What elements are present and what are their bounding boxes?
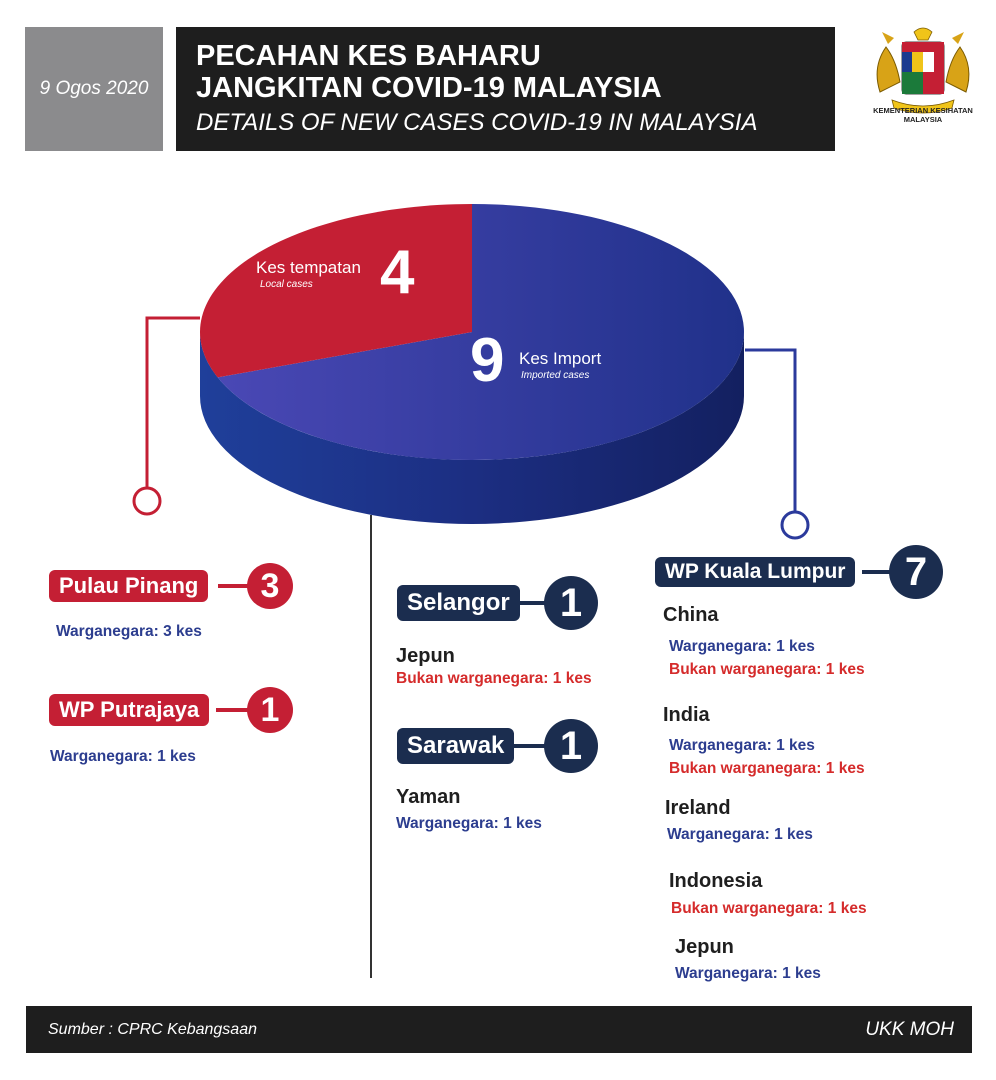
region-count: 7 xyxy=(889,545,943,599)
subtitle: DETAILS OF NEW CASES COVID-19 IN MALAYSIA xyxy=(196,109,758,136)
local-sublabel: Local cases xyxy=(260,279,313,290)
region-pill-wp-kuala-lumpur xyxy=(655,557,855,587)
detail-bukan-warganegara: Bukan warganegara: 1 kes xyxy=(396,670,592,687)
date-text: 9 Ogos 2020 xyxy=(39,78,149,99)
country-name: Yaman xyxy=(396,786,461,808)
region-pill-wp-putrajaya xyxy=(49,694,209,726)
logo-caption: KEMENTERIAN KESIHATAN MALAYSIA xyxy=(873,106,973,124)
detail-warganegara: Warganegara: 1 kes xyxy=(669,638,815,655)
region-pill-pulau-pinang xyxy=(49,570,208,602)
detail-warganegara: Warganegara: 1 kes xyxy=(667,826,813,843)
region-pill-selangor xyxy=(397,585,520,621)
country-name: Jepun xyxy=(396,645,455,667)
region-count: 3 xyxy=(247,563,293,609)
detail-warganegara: Warganegara: 1 kes xyxy=(669,737,815,754)
region-name: WP Kuala Lumpur xyxy=(665,560,846,583)
country-name: Indonesia xyxy=(669,870,763,892)
connector xyxy=(218,584,250,588)
region-name: Pulau Pinang xyxy=(59,573,199,598)
import-label: Kes Import xyxy=(519,349,602,368)
country-name: China xyxy=(663,604,719,626)
title-line-2: JANGKITAN COVID-19 MALAYSIA xyxy=(196,72,662,104)
local-leader-line xyxy=(147,318,200,488)
detail-warganegara: Warganegara: 1 kes xyxy=(50,748,196,765)
detail-warganegara: Warganegara: 1 kes xyxy=(396,815,542,832)
title-line-1: PECAHAN KES BAHARU xyxy=(196,40,541,72)
country-name: Jepun xyxy=(675,936,734,958)
connector xyxy=(216,708,250,712)
connector xyxy=(510,744,547,748)
footer-bar xyxy=(26,1006,972,1053)
detail-bukan-warganegara: Bukan warganegara: 1 kes xyxy=(669,760,865,777)
region-name: Selangor xyxy=(407,589,510,616)
region-count: 1 xyxy=(247,687,293,733)
source-text: Sumber : CPRC Kebangsaan xyxy=(48,1020,257,1038)
import-value: 9 xyxy=(470,326,505,395)
local-leader-dot xyxy=(134,488,160,514)
credit-text: UKK MOH xyxy=(865,1018,954,1040)
country-name: India xyxy=(663,704,710,726)
region-count: 1 xyxy=(544,719,598,773)
region-name: WP Putrajaya xyxy=(59,697,200,722)
region-count: 1 xyxy=(544,576,598,630)
region-name: Sarawak xyxy=(407,732,505,759)
region-pill-sarawak xyxy=(397,728,514,764)
detail-bukan-warganegara: Bukan warganegara: 1 kes xyxy=(671,900,867,917)
import-leader-line xyxy=(745,350,795,512)
detail-warganegara: Warganegara: 1 kes xyxy=(675,965,821,982)
import-leader-dot xyxy=(782,512,808,538)
detail-bukan-warganegara: Bukan warganegara: 1 kes xyxy=(669,661,865,678)
detail-warganegara: Warganegara: 3 kes xyxy=(56,623,202,640)
import-sublabel: Imported cases xyxy=(521,370,590,381)
local-value: 4 xyxy=(380,238,415,307)
local-label: Kes tempatan xyxy=(256,258,361,277)
country-name: Ireland xyxy=(665,797,731,819)
connector xyxy=(517,601,547,605)
connector xyxy=(862,570,892,574)
